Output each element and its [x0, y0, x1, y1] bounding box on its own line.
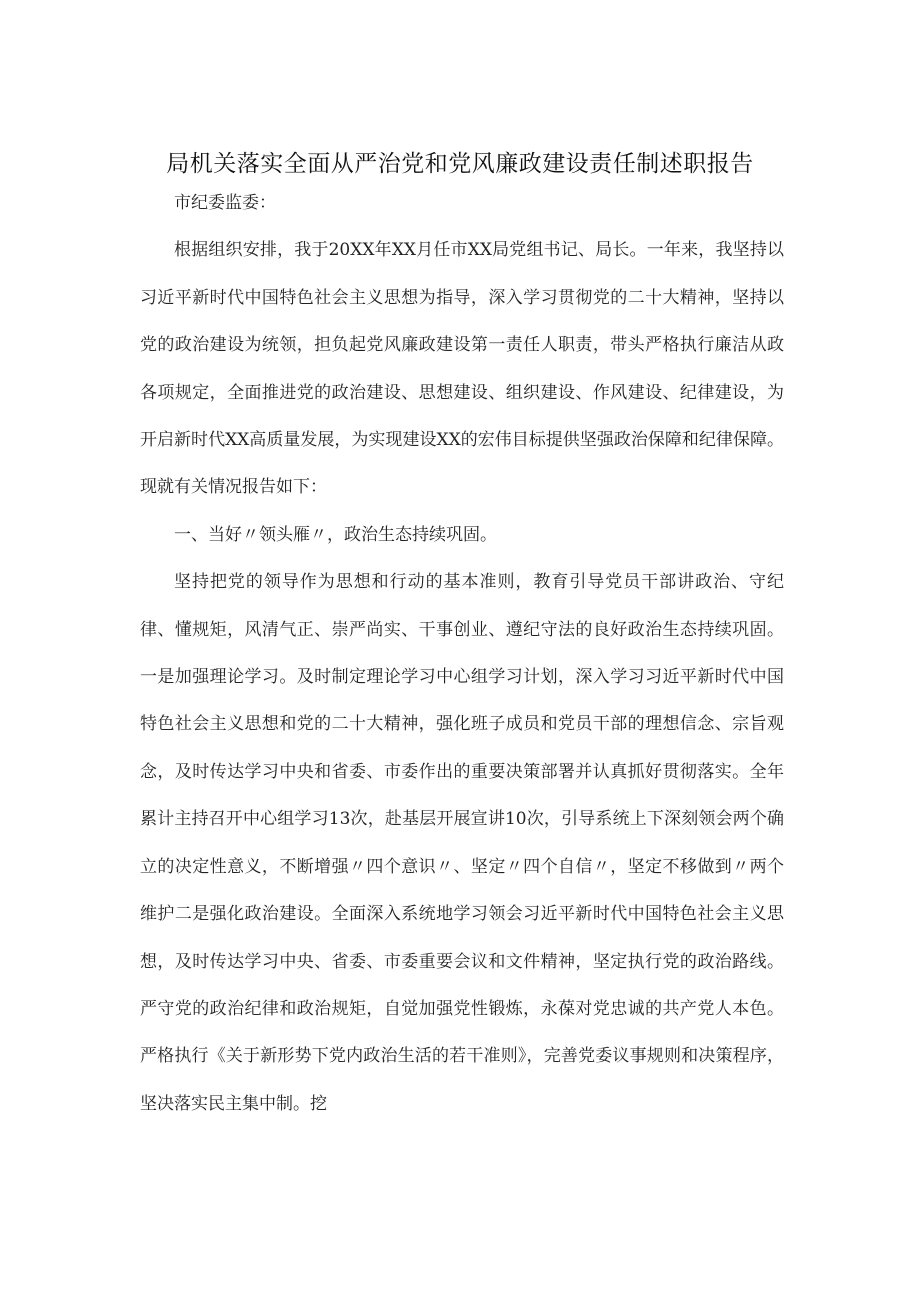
document-body — [140, 180, 784, 1128]
document-title: 局机关落实全面从严治党和党风廉政建设责任制述职报告 — [166, 151, 754, 177]
paragraph-intro: 根据组织安排，我于20XX年XX月任市XX局党组书记、局长。一年来，我坚持以习近平新时代中国特色社会主义思想为指导，深入学习贯彻党的二十大精神，坚持以党的政治建设为统领，担负起党风廉政建设第一责任人职责，带头严格执行廉洁从政各项规定，全面推进党的政治建设、思想建设、组织建设、作风建设、纪律建设，为开启新时代XX高质量发展，为实现建设XX的宏伟目标提供坚强政治保障和纪律保障。现就有关情况报告如下： — [140, 240, 784, 498]
section-heading-1: 一、当好〃领头雁〃，政治生态持续巩固。 — [174, 524, 497, 545]
salutation: 市纪委监委： — [174, 193, 276, 213]
paragraph-section-1: 坚持把党的领导作为思想和行动的基本准则，教育引导党员干部讲政治、守纪律、懂规矩，风清气正、崇严尚实、干事创业、遵纪守法的良好政治生态持续巩固。一是加强理论学习。及时制定理论学习中心组学习计划，深入学习习近平新时代中国特色社会主义思想和党的二十大精神，强化班子成员和党员干部的理想信念、宗旨观念，及时传达学习中央和省委、市委作出的重要决策部署并认真抓好贯彻落实。全年累计主持召开中心组学习13次，赴基层开展宣讲10次，引导系统上下深刻领会两个确立的决定性意义，不断增强〃四个意识〃、坚定〃四个自信〃，坚定不移做到〃两个维护二是强化政治建设。全面深入系统地学习领会习近平新时代中国特色社会主义思想，及时传达学习中央、省委、市委重要会议和文件精神，坚定执行党的政治路线。严守党的政治纪律和政治规矩，自觉加强党性锻炼，永葆对党忠诚的共产党人本色。严格执行《关于新形势下党内政治生活的若干准则》，完善党委议事规则和决策程序，坚决落实民主集中制。挖 — [140, 572, 784, 1114]
